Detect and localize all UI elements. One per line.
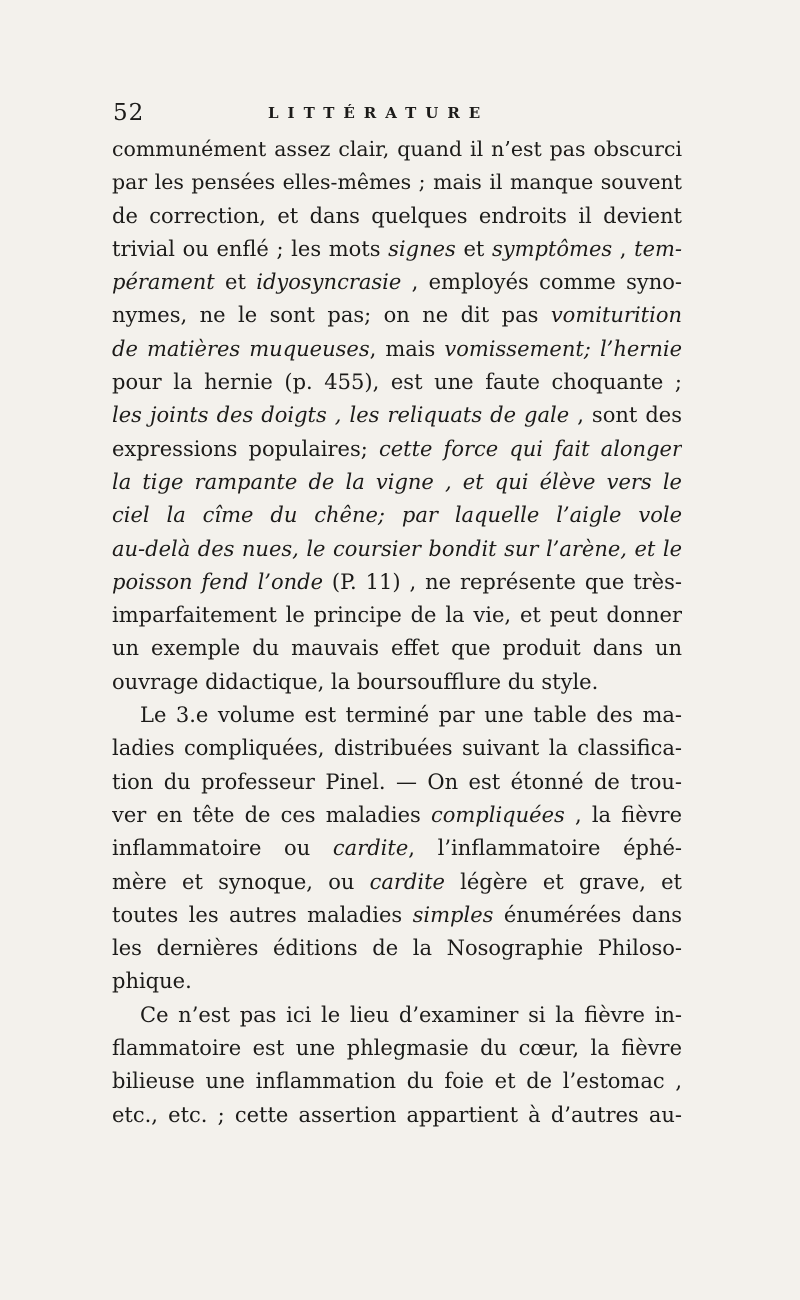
text-fragment: de correction, et dans quelques endroits il devient: [112, 203, 682, 228]
text-fragment: les dernières éditions de la Nosographie Philoso-: [112, 936, 682, 961]
text-line: [112, 566, 682, 599]
text-line: [112, 233, 682, 266]
text-fragment: trivial ou enflé ; les mots: [112, 236, 389, 261]
text-fragment: flammatoire est une phlegmasie du cœur, la fièvre: [112, 1036, 682, 1061]
text-fragment: Ce n’est pas ici le lieu d’examiner si la fièvre in-: [140, 1002, 682, 1027]
body-text: [112, 133, 682, 1132]
text-line: [112, 266, 682, 299]
text-fragment: , sont des: [569, 403, 682, 428]
text-fragment: tion du professeur Pinel. — On est étonné de trou-: [112, 769, 682, 794]
text-line: [112, 499, 682, 532]
text-line: [112, 732, 682, 765]
text-line: [112, 366, 682, 399]
text-fragment: (P. 11) , ne représente que très-: [323, 569, 682, 594]
text-fragment: Le 3.e volume est terminé par une table des ma-: [140, 703, 682, 728]
italic-text: idyosyncrasie: [256, 270, 402, 295]
text-line: [112, 699, 682, 732]
text-line: [112, 932, 682, 965]
text-fragment: ,: [612, 236, 635, 261]
text-fragment: , mais: [369, 336, 445, 361]
text-fragment: mère et synoque, ou: [112, 869, 370, 894]
italic-text: cardite: [369, 869, 445, 894]
page-header: [113, 98, 683, 128]
text-line: [112, 333, 682, 366]
italic-text: vomissement; l’hernie: [444, 336, 682, 361]
text-fragment: , la fièvre: [564, 802, 682, 827]
text-line: [112, 1032, 682, 1065]
text-fragment: expressions populaires;: [112, 436, 379, 461]
italic-text: pérament: [112, 270, 215, 295]
italic-text: symptômes: [491, 236, 613, 261]
text-fragment: communément assez clair, quand il n’est pas obscurci: [112, 137, 682, 161]
italic-text: cette force qui fait alonger: [378, 436, 682, 461]
text-fragment: phique.: [112, 969, 192, 994]
text-fragment: par les pensées elles-mêmes ; mais il manque souvent: [112, 170, 682, 195]
text-fragment: et: [214, 270, 257, 295]
text-fragment: nymes, ne le sont pas; on ne dit pas: [112, 303, 551, 328]
text-line: [112, 799, 682, 832]
text-line: [112, 965, 682, 998]
text-fragment: imparfaitement le principe de la vie, et peut donner: [112, 603, 682, 628]
text-line: [112, 166, 682, 199]
text-line: [112, 399, 682, 432]
text-line: [112, 466, 682, 499]
text-fragment: et: [455, 236, 492, 261]
text-fragment: inflammatoire ou: [112, 836, 333, 861]
text-fragment: un exemple du mauvais effet que produit dans un: [112, 636, 682, 661]
running-title: LITTÉRATURE: [268, 104, 490, 122]
italic-text: signes: [388, 236, 456, 261]
text-line: [112, 599, 682, 632]
text-line: [112, 832, 682, 865]
text-fragment: etc., etc. ; cette assertion appartient à d’autres au-: [112, 1102, 682, 1127]
text-line: [112, 533, 682, 566]
italic-text: au-delà des nues, le coursier bondit sur l’arène, et le: [112, 536, 682, 561]
text-line: [112, 433, 682, 466]
page-number: 52: [113, 100, 145, 126]
italic-text: poisson fend l’onde: [112, 569, 323, 594]
italic-text: compliquées: [430, 802, 565, 827]
italic-text: les joints des doigts , les reliquats de gale: [112, 403, 570, 428]
text-fragment: ver en tête de ces maladies: [112, 802, 431, 827]
text-line: [112, 1065, 682, 1098]
text-line: [112, 133, 682, 166]
text-fragment: , employés comme syno-: [401, 270, 682, 295]
text-fragment: pour la hernie (p. 455), est une faute choquante ;: [112, 370, 682, 395]
text-line: [112, 899, 682, 932]
text-fragment: , l’inflammatoire éphé-: [408, 836, 682, 861]
italic-text: la tige rampante de la vigne , et qui élève vers le: [112, 469, 682, 494]
italic-text: cardite: [332, 836, 409, 861]
text-line: [112, 200, 682, 233]
text-fragment: ladies compliquées, distribuées suivant la classifica-: [112, 736, 682, 761]
text-fragment: énumérées dans: [493, 902, 682, 927]
text-line: [112, 299, 682, 332]
text-line: [112, 866, 682, 899]
text-line: [112, 666, 682, 699]
italic-text: ciel la cîme du chêne; par laquelle l’aigle vole: [112, 503, 682, 528]
text-fragment: ouvrage didactique, la boursoufflure du style.: [112, 669, 599, 694]
text-line: [112, 1099, 682, 1132]
text-line: [112, 766, 682, 799]
text-fragment: légère et grave, et: [444, 869, 682, 894]
italic-text: tem-: [634, 236, 682, 261]
text-fragment: bilieuse une inflammation du foie et de l’estomac ,: [112, 1069, 682, 1094]
text-fragment: toutes les autres maladies: [112, 902, 413, 927]
text-line: [112, 632, 682, 665]
italic-text: de matières muqueuses: [112, 336, 370, 361]
italic-text: vomiturition: [550, 303, 682, 328]
italic-text: simples: [412, 902, 494, 927]
text-line: [112, 999, 682, 1032]
